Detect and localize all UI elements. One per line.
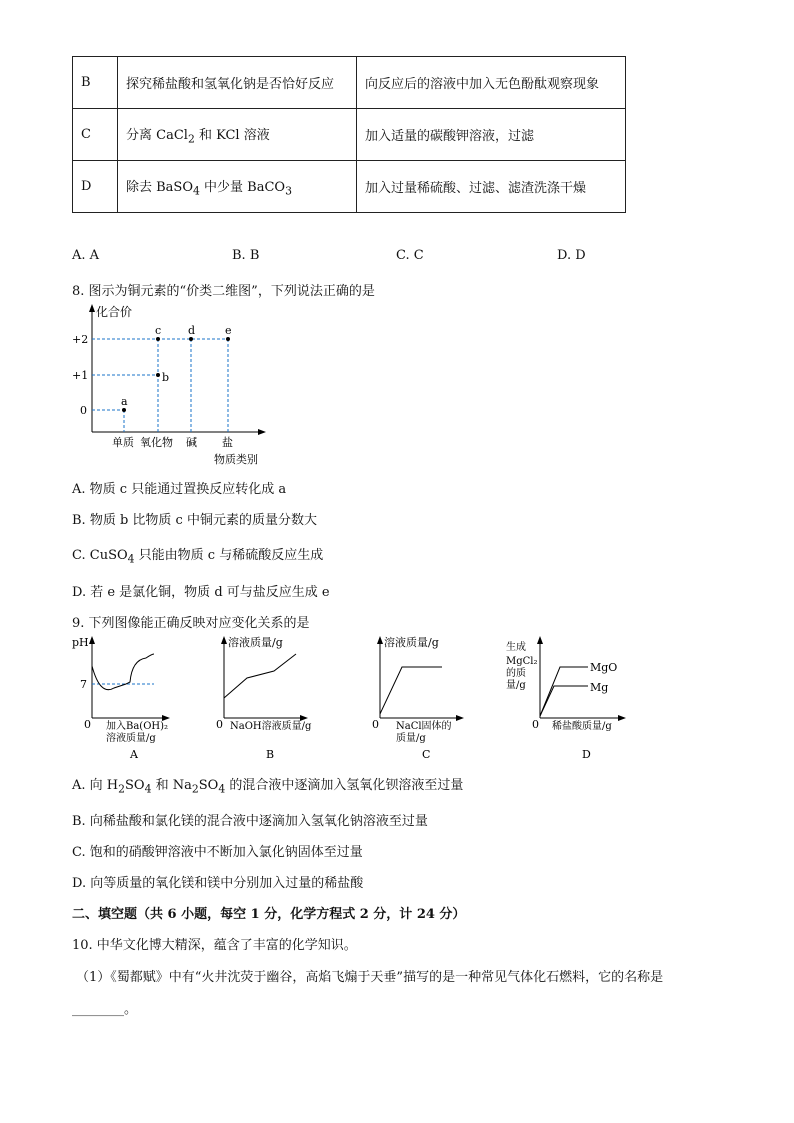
q9-stem: 9. 下列图像能正确反映对应变化关系的是	[72, 616, 310, 631]
point-label: b	[162, 371, 170, 384]
svg-text:的质: 的质	[506, 668, 526, 679]
graph-a	[72, 636, 170, 761]
svg-text:B: B	[266, 748, 275, 761]
table-row	[73, 161, 626, 213]
xtick: 碱	[186, 436, 197, 449]
q7-option-a: A. A	[72, 248, 100, 263]
svg-text:加入Ba(OH)₂: 加入Ba(OH)₂	[106, 721, 169, 732]
xtick: 盐	[222, 436, 233, 449]
q7-option-c: C. C	[396, 248, 424, 263]
svg-text:NaCl固体的: NaCl固体的	[396, 721, 452, 732]
q7-option-b: B. B	[232, 248, 260, 263]
q10-stem: 10. 中华文化博大精深，蕴含了丰富的化学知识。	[72, 938, 357, 953]
row-method: 加入适量的碳酸钾溶液，过滤	[357, 109, 626, 161]
row-label: B	[73, 57, 118, 109]
ytick: 0	[80, 404, 87, 417]
point-label: e	[225, 324, 232, 337]
q7-option-d: D. D	[557, 248, 586, 263]
svg-text:0: 0	[216, 718, 223, 731]
ytick: +1	[72, 369, 89, 382]
series-mg	[540, 686, 588, 716]
table-row	[73, 109, 626, 161]
svg-text:生成: 生成	[506, 642, 526, 653]
svg-text:溶液质量/g: 溶液质量/g	[384, 636, 439, 649]
svg-text:稀盐酸质量/g: 稀盐酸质量/g	[552, 721, 612, 732]
svg-text:溶液质量/g: 溶液质量/g	[106, 733, 156, 744]
options-table	[72, 56, 626, 213]
svg-text:C: C	[422, 748, 431, 761]
svg-text:MgO: MgO	[590, 661, 618, 674]
point-label: c	[155, 324, 162, 337]
q10-part1: （1）《蜀都赋》中有“火井沈荧于幽谷，高焰飞煽于天垂”描写的是一种常见气体化石燃料，它的名称是	[76, 970, 664, 985]
svg-text:A: A	[130, 748, 138, 761]
svg-text:0: 0	[532, 718, 539, 731]
row-purpose: 探究稀盐酸和氢氧化钠是否恰好反应	[118, 57, 357, 109]
q9-option-a: A. 向 $H_2SO_4$ 和 $Na_2SO_4$ 的混合液中逐滴加入氢氧化钡溶液至过量	[72, 778, 464, 796]
xtick: 单质	[112, 436, 134, 449]
svg-text:7: 7	[80, 678, 87, 691]
q8-option-a: A. 物质 c 只能通过置换反应转化成 a	[72, 482, 287, 497]
graph-d	[506, 636, 626, 761]
svg-text:质量/g: 质量/g	[396, 733, 426, 744]
q9-option-c: C. 饱和的硝酸钾溶液中不断加入氯化钠固体至过量	[72, 845, 363, 860]
table-row	[73, 57, 626, 109]
q10-blank: ________。	[72, 1002, 138, 1017]
svg-text:0: 0	[372, 718, 379, 731]
svg-text:NaOH溶液质量/g: NaOH溶液质量/g	[230, 721, 312, 732]
chart-ylabel: 化合价	[96, 305, 133, 319]
point-c	[156, 337, 160, 341]
row-purpose: 除去 BaSO$_4$ 中少量 BaCO$_3$	[118, 161, 357, 213]
ytick: +2	[72, 333, 89, 346]
graph-c	[372, 635, 464, 761]
svg-text:量/g: 量/g	[506, 680, 526, 691]
q8-option-c: C. CuSO$_4$ 只能由物质 c 与稀硫酸反应生成	[72, 548, 324, 566]
point-label: d	[188, 324, 196, 337]
svg-text:溶液质量/g: 溶液质量/g	[228, 636, 283, 649]
section-heading: 二、填空题（共 6 小题，每空 1 分，化学方程式 2 分，计 24 分）	[72, 907, 466, 922]
row-label: C	[73, 109, 118, 161]
row-method: 加入过量稀硫酸、过滤、滤渣洗涤干燥	[357, 161, 626, 213]
q8-option-d: D. 若 e 是氯化铜，物质 d 可与盐反应生成 e	[72, 585, 330, 600]
point-e	[226, 337, 230, 341]
row-label: D	[73, 161, 118, 213]
series-mgo	[540, 667, 588, 716]
svg-text:pH: pH	[72, 636, 89, 649]
q8-option-b: B. 物质 b 比物质 c 中铜元素的质量分数大	[72, 513, 317, 528]
row-method: 向反应后的溶液中加入无色酚酞观察现象	[357, 57, 626, 109]
point-b	[156, 373, 160, 377]
svg-text:Mg: Mg	[590, 681, 609, 694]
q8-stem: 8. 图示为铜元素的“价类二维图”，下列说法正确的是	[72, 284, 375, 299]
point-d	[189, 337, 193, 341]
q9-graphs	[64, 632, 644, 762]
q9-option-d: D. 向等质量的氧化镁和镁中分别加入过量的稀盐酸	[72, 876, 364, 891]
point-a	[122, 408, 126, 412]
q8-valence-chart	[60, 300, 280, 470]
row-purpose: 分离 CaCl$_2$ 和 KCl 溶液	[118, 109, 357, 161]
svg-text:D: D	[582, 748, 591, 761]
svg-text:MgCl₂: MgCl₂	[506, 656, 538, 667]
graph-b	[216, 635, 312, 761]
svg-text:0: 0	[84, 718, 91, 731]
point-label: a	[121, 395, 128, 408]
xtick: 氧化物	[140, 436, 173, 449]
chart-xlabel: 物质类别	[214, 453, 258, 466]
guide-lines	[92, 339, 228, 432]
q9-option-b: B. 向稀盐酸和氯化镁的混合液中逐滴加入氢氧化钠溶液至过量	[72, 814, 428, 829]
